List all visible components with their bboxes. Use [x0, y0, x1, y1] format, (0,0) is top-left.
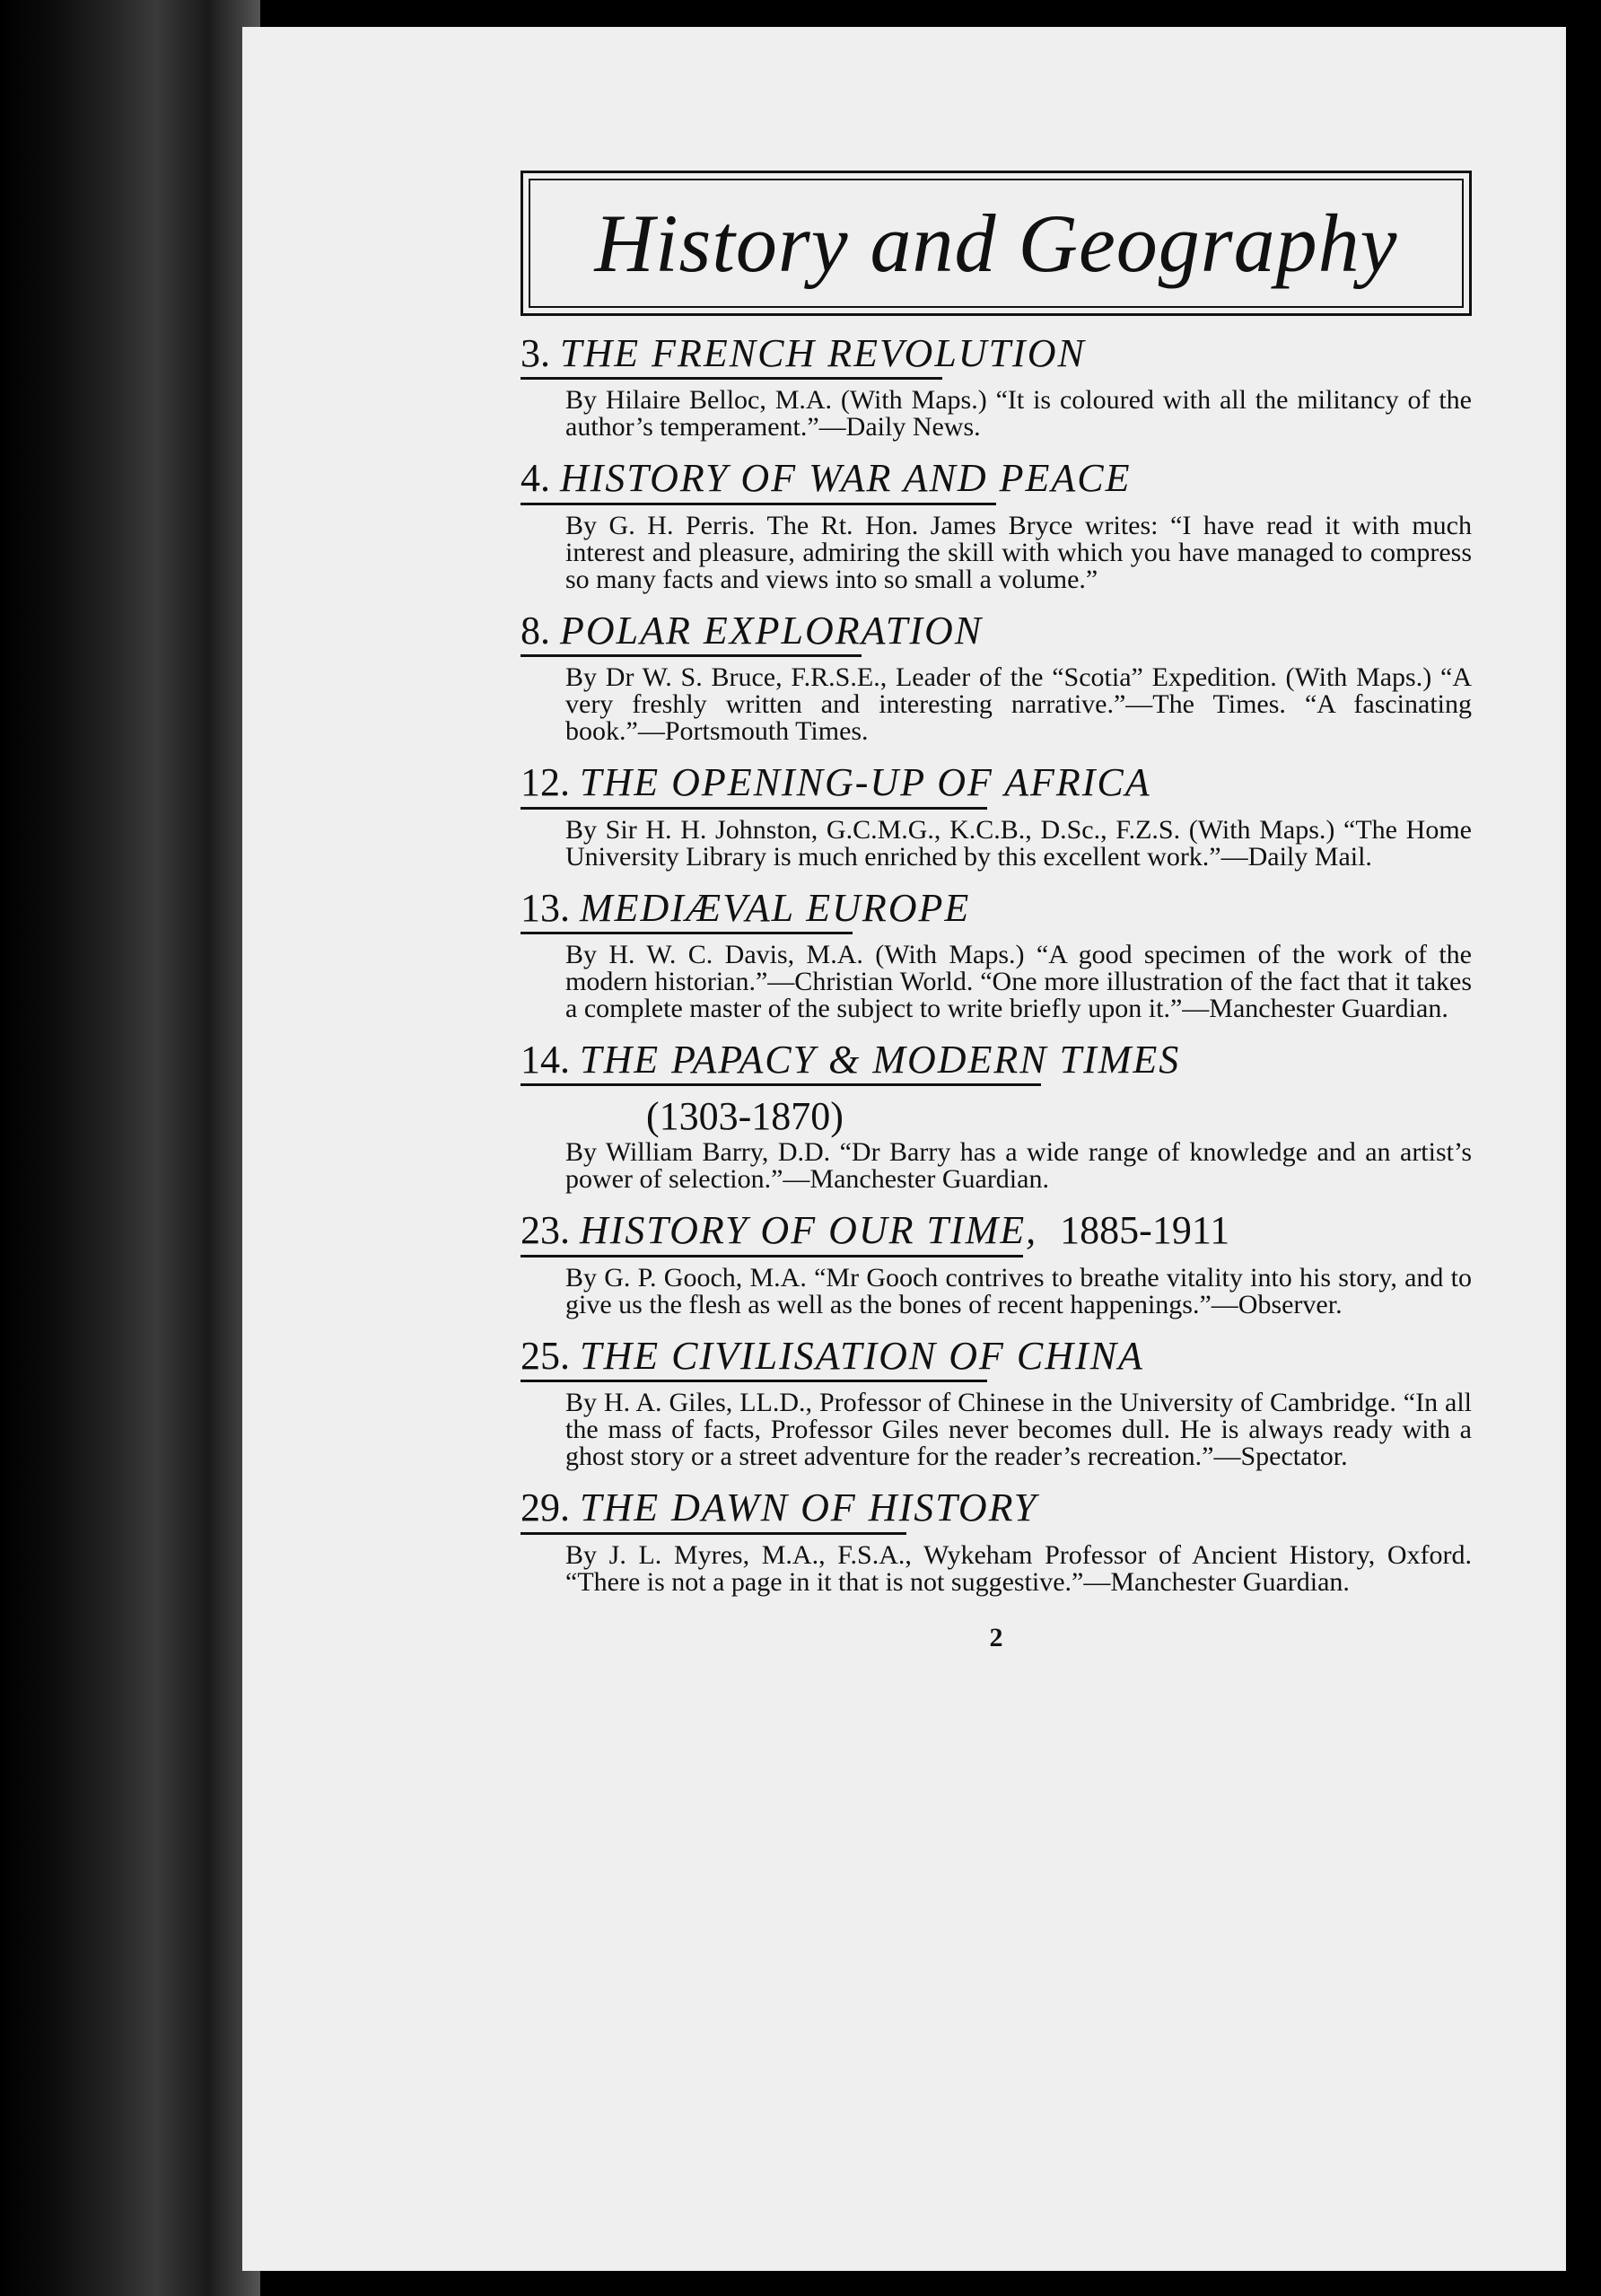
entry-heading [521, 1335, 1180, 1378]
heading-rule [521, 1532, 906, 1535]
entry-4 [521, 457, 1472, 592]
entry-body: By G. P. Gooch, M.A. “Mr Gooch contrives to breathe vitality into his story, and to give us the flesh as well as the bones of recent happenings.”—Observer. [565, 1262, 1472, 1319]
entry-title: MEDIÆVAL EUROPE [580, 885, 971, 930]
entry-heading [521, 1038, 1216, 1082]
entry-13 [521, 887, 1472, 1022]
heading-rule [521, 807, 987, 810]
entry-body: By William Barry, D.D. “Dr Barry has a wide range of knowledge and an artist’s power of selection.”—Manchester Guardian. [565, 1137, 1472, 1195]
heading-rule [521, 932, 853, 934]
entry-29 [521, 1486, 1472, 1595]
title-frame-inner [529, 179, 1464, 308]
heading-rule [521, 1380, 987, 1382]
entry-title: HISTORY OF OUR TIME, [580, 1208, 1038, 1253]
entry-subtitle: (1303-1870) [646, 1094, 844, 1139]
entry-date-range: 1885-1911 [1060, 1208, 1230, 1253]
entry-number: 14. [521, 1037, 570, 1082]
entry-title: THE PAPACY & MODERN TIMES [580, 1037, 1181, 1082]
heading-rule [521, 1255, 1023, 1258]
entry-body: By Dr W. S. Bruce, F.R.S.E., Leader of the “Scotia” Expedition. (With Maps.) “A very freshly written and interesting narrative.”—The Times. “A fascinating book.”—Portsmouth Times. [565, 662, 1472, 747]
page-content [521, 171, 1472, 1653]
entry-heading [521, 457, 1167, 500]
entry-8 [521, 609, 1472, 745]
facing-page-edge [1572, 36, 1601, 2296]
entry-number: 23. [521, 1208, 570, 1253]
entry-body: By Hilaire Belloc, M.A. (With Maps.) “It is coloured with all the militancy of the author’s temperament.”—Daily News. [565, 385, 1472, 443]
entry-number: 13. [521, 885, 570, 930]
entry-title: THE OPENING-UP OF AFRICA [580, 760, 1151, 805]
heading-rule [521, 654, 862, 657]
entry-title: THE FRENCH REVOLUTION [560, 331, 1086, 375]
entry-body: By Sir H. H. Johnston, G.C.M.G., K.C.B., D.Sc., F.Z.S. (With Maps.) “The Home University Library is much enriched by this excellent work.”—Daily Mail. [565, 814, 1472, 872]
title-frame [521, 171, 1472, 316]
entry-number: 29. [521, 1485, 570, 1530]
entry-heading [521, 332, 1122, 375]
entry-number: 8. [521, 608, 550, 653]
entry-body: By J. L. Myres, M.A., F.S.A., Wykeham Professor of Ancient History, Oxford. “There is not a page in it that is not suggestive.”—Manchester Guardian. [565, 1539, 1472, 1597]
entry-title: HISTORY OF WAR AND PEACE [560, 456, 1132, 501]
entry-12 [521, 761, 1472, 870]
entry-number: 3. [521, 331, 550, 375]
page-title: History and Geography [594, 197, 1398, 289]
entry-title: THE CIVILISATION OF CHINA [580, 1333, 1144, 1378]
entry-heading [521, 761, 1187, 804]
entry-title: THE DAWN OF HISTORY [580, 1485, 1038, 1530]
entry-14 [521, 1038, 1472, 1193]
entry-3 [521, 332, 1472, 441]
entry-heading [521, 887, 1006, 930]
entry-heading [521, 1209, 1265, 1252]
entry-body: By G. H. Perris. The Rt. Hon. James Bryce writes: “I have read it with much interest and pleasure, admiring the skill with which you have managed to compress so many facts and views into so small a volume.” [565, 510, 1472, 594]
entry-23 [521, 1209, 1472, 1318]
heading-rule [521, 1083, 1041, 1086]
entry-body: By H. A. Giles, LL.D., Professor of Chinese in the University of Cambridge. “In all the mass of facts, Professor Giles never becomes dull. He is always ready with a ghost story or a street adventure for the reader’s recreation.”—Spectator. [565, 1388, 1472, 1472]
book-edge [0, 0, 260, 2296]
entry-number: 12. [521, 760, 570, 805]
heading-rule [521, 377, 942, 380]
entry-title: POLAR EXPLORATION [560, 608, 984, 653]
entry-number: 25. [521, 1333, 570, 1378]
entry-25 [521, 1335, 1472, 1470]
entry-body: By H. W. C. Davis, M.A. (With Maps.) “A good specimen of the work of the modern historian.”—Christian World. “One more illustration of the fact that it takes a complete master of the subject to write briefly upon it.”—Manchester Guardian. [565, 939, 1472, 1023]
page-number: 2 [989, 1622, 1003, 1652]
heading-rule [521, 503, 996, 505]
entry-number: 4. [521, 456, 550, 501]
entry-heading [521, 1486, 1073, 1529]
entry-heading [521, 609, 1019, 653]
